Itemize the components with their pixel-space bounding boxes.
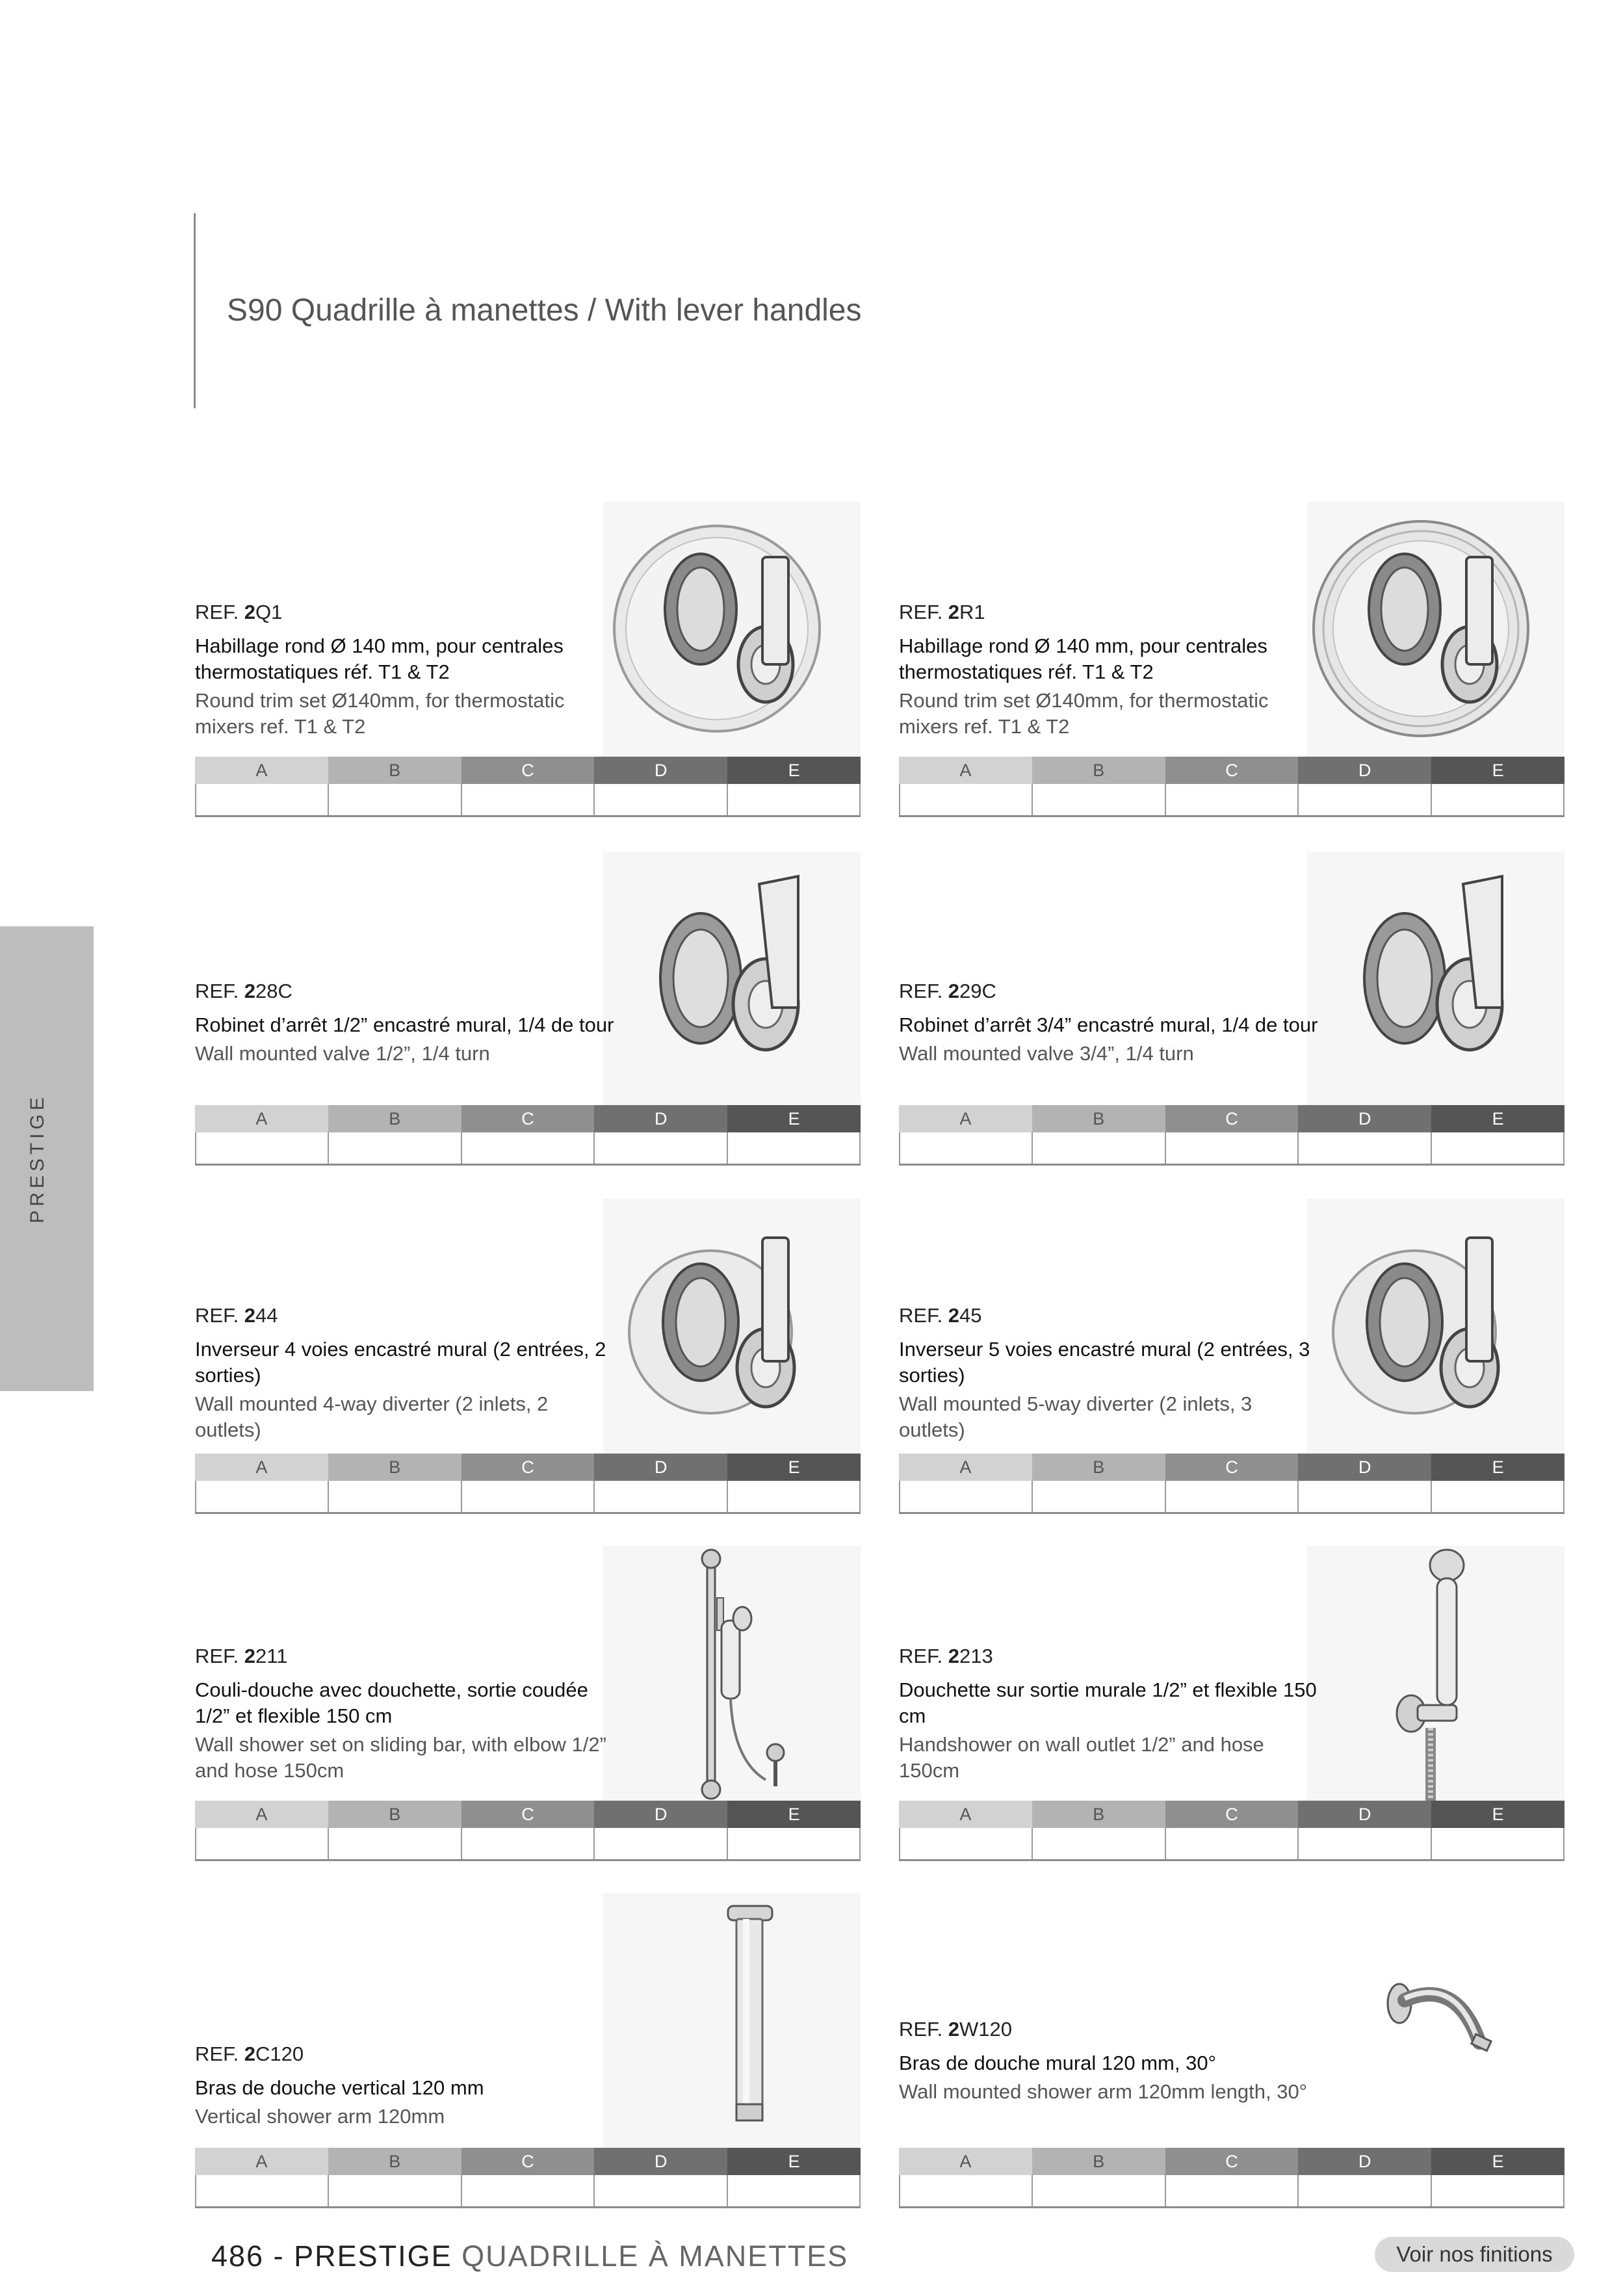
- finish-a-cell[interactable]: [900, 1828, 1033, 1859]
- finish-a-label: A: [899, 2148, 1032, 2175]
- product-description-fr: Douchette sur sortie murale 1/2” et flexible 150 cm: [899, 1678, 1317, 1727]
- finish-e-cell[interactable]: [1432, 1828, 1565, 1859]
- finish-b-cell[interactable]: [1033, 1828, 1165, 1859]
- product-2q1: [195, 502, 861, 814]
- finish-e-cell[interactable]: [728, 1481, 861, 1512]
- finish-a-label: A: [899, 1454, 1032, 1481]
- finish-e-cell[interactable]: [728, 1828, 861, 1859]
- finish-d-label: D: [594, 757, 727, 784]
- finish-d-cell[interactable]: [595, 1481, 727, 1512]
- finish-b-cell[interactable]: [1033, 1481, 1165, 1512]
- product-text: [899, 2016, 1321, 2105]
- finish-b-label: B: [328, 1454, 461, 1481]
- product-ref: REF. 2R1: [899, 601, 985, 623]
- finish-a-label: A: [195, 1801, 328, 1828]
- title-rule: [194, 213, 196, 408]
- product-244: [195, 1199, 861, 1511]
- product-ref: REF. 2C120: [195, 2042, 304, 2065]
- finish-c-cell[interactable]: [1166, 2175, 1299, 2206]
- finish-d-label: D: [1298, 757, 1431, 784]
- product-229c: [899, 852, 1565, 1164]
- product-description-fr: Robinet d’arrêt 1/2” encastré mural, 1/4 de tour: [195, 1013, 614, 1036]
- finish-d-cell[interactable]: [595, 784, 727, 815]
- finish-c-cell[interactable]: [462, 784, 595, 815]
- product-image: [1307, 852, 1565, 1105]
- finish-c-label: C: [461, 1801, 595, 1828]
- product-text: [195, 1643, 617, 1784]
- product-2213: [899, 1546, 1565, 1858]
- finish-d-cell[interactable]: [595, 2175, 727, 2206]
- product-image: [603, 502, 861, 757]
- product-description-en: Wall shower set on sliding bar, with elbow 1/2” and hose 150cm: [195, 1733, 606, 1782]
- product-description-fr: Robinet d’arrêt 3/4” encastré mural, 1/4 de tour: [899, 1013, 1318, 1036]
- finish-b-label: B: [328, 1105, 461, 1132]
- finish-a-cell[interactable]: [196, 1132, 329, 1164]
- finish-table: [899, 1454, 1565, 1514]
- finish-c-cell[interactable]: [1166, 784, 1299, 815]
- finish-a-label: A: [195, 2148, 328, 2175]
- finish-d-cell[interactable]: [1299, 1828, 1431, 1859]
- finish-e-label: E: [1431, 1105, 1565, 1132]
- product-description-en: Round trim set Ø140mm, for thermostatic mixers ref. T1 & T2: [899, 689, 1269, 738]
- finish-e-label: E: [1431, 1454, 1565, 1481]
- finish-a-label: A: [195, 757, 328, 784]
- finish-e-cell[interactable]: [728, 784, 861, 815]
- finish-c-cell[interactable]: [1166, 1828, 1299, 1859]
- product-description-fr: Bras de douche vertical 120 mm: [195, 2076, 484, 2099]
- product-description-en: Wall mounted 4-way diverter (2 inlets, 2 outlets): [195, 1392, 549, 1441]
- product-2w120: [899, 1893, 1565, 2205]
- product-ref: REF. 245: [899, 1304, 982, 1327]
- product-description-fr: Couli-douche avec douchette, sortie coudée 1/2” et flexible 150 cm: [195, 1678, 588, 1727]
- finish-c-cell[interactable]: [462, 2175, 595, 2206]
- finish-table: [195, 2148, 861, 2208]
- finish-c-label: C: [1165, 1801, 1299, 1828]
- product-image: [1307, 502, 1565, 757]
- finish-c-label: C: [461, 2148, 595, 2175]
- finish-d-label: D: [594, 2148, 727, 2175]
- product-description-en: Round trim set Ø140mm, for thermostatic mixers ref. T1 & T2: [195, 689, 565, 738]
- finish-b-label: B: [1032, 1105, 1165, 1132]
- product-ref: REF. 2213: [899, 1645, 993, 1667]
- finish-a-label: A: [899, 757, 1032, 784]
- finish-d-cell[interactable]: [1299, 2175, 1431, 2206]
- product-image: [603, 1199, 861, 1454]
- finish-a-label: A: [195, 1105, 328, 1132]
- product-text: [899, 1303, 1321, 1443]
- finish-d-label: D: [594, 1454, 727, 1481]
- finish-e-cell[interactable]: [1432, 784, 1565, 815]
- finish-a-cell[interactable]: [196, 784, 329, 815]
- product-description-en: Vertical shower arm 120mm: [195, 2105, 445, 2128]
- finish-e-cell[interactable]: [728, 1132, 861, 1164]
- finish-b-cell[interactable]: [1033, 784, 1165, 815]
- finish-b-label: B: [1032, 2148, 1165, 2175]
- product-ref: REF. 2211: [195, 1645, 288, 1667]
- finish-b-cell[interactable]: [329, 1481, 461, 1512]
- finish-c-cell[interactable]: [462, 1481, 595, 1512]
- finish-b-label: B: [328, 757, 461, 784]
- page-footer: [211, 2239, 848, 2273]
- finish-e-label: E: [727, 757, 861, 784]
- finish-e-label: E: [727, 1454, 861, 1481]
- finish-c-label: C: [461, 1454, 595, 1481]
- finish-table: [195, 757, 861, 817]
- product-text: [195, 599, 617, 740]
- voir-finitions-button[interactable]: Voir nos finitions: [1375, 2237, 1574, 2272]
- product-2c120: [195, 1893, 861, 2205]
- finish-c-label: C: [1165, 1454, 1299, 1481]
- product-ref: REF. 2Q1: [195, 601, 283, 623]
- product-image: [603, 1893, 861, 2148]
- product-description-fr: Bras de douche mural 120 mm, 30°: [899, 2052, 1216, 2074]
- finish-d-label: D: [1298, 2148, 1431, 2175]
- product-description-fr: Habillage rond Ø 140 mm, pour centrales thermostatiques réf. T1 & T2: [195, 634, 564, 683]
- finish-c-label: C: [1165, 2148, 1299, 2175]
- product-ref: REF. 2W120: [899, 2018, 1013, 2041]
- product-description-en: Wall mounted valve 1/2”, 1/4 turn: [195, 1042, 490, 1065]
- product-ref: REF. 229C: [899, 980, 996, 1002]
- product-image: [603, 852, 861, 1105]
- finish-b-cell[interactable]: [329, 2175, 461, 2206]
- page-number: 486: [211, 2239, 265, 2273]
- finish-table: [195, 1801, 861, 1861]
- finish-c-label: C: [1165, 1105, 1299, 1132]
- page-title: S90 Quadrille à manettes / With lever handles: [227, 293, 862, 328]
- finish-d-cell[interactable]: [595, 1132, 727, 1164]
- footer-subsection: QUADRILLE À MANETTES: [461, 2239, 849, 2273]
- product-2r1: [899, 502, 1565, 814]
- finish-b-cell[interactable]: [1033, 2175, 1165, 2206]
- finish-e-cell[interactable]: [1432, 1132, 1565, 1164]
- finish-c-label: C: [1165, 757, 1299, 784]
- finish-a-cell[interactable]: [900, 1132, 1033, 1164]
- product-2211: [195, 1546, 861, 1858]
- finish-a-label: A: [899, 1801, 1032, 1828]
- finish-d-cell[interactable]: [1299, 784, 1431, 815]
- finish-d-label: D: [1298, 1454, 1431, 1481]
- finish-a-cell[interactable]: [900, 784, 1033, 815]
- finish-table: [899, 1801, 1565, 1861]
- finish-d-cell[interactable]: [1299, 1132, 1431, 1164]
- finish-e-cell[interactable]: [1432, 1481, 1565, 1512]
- finish-c-cell[interactable]: [1166, 1481, 1299, 1512]
- product-description-en: Wall mounted valve 3/4”, 1/4 turn: [899, 1042, 1194, 1065]
- product-description-fr: Inverseur 4 voies encastré mural (2 entrées, 2 sorties): [195, 1338, 606, 1387]
- finish-e-label: E: [1431, 757, 1565, 784]
- finish-a-cell[interactable]: [196, 2175, 329, 2206]
- product-description-en: Wall mounted shower arm 120mm length, 30°: [899, 2080, 1308, 2103]
- product-image: [1307, 1546, 1565, 1801]
- finish-e-label: E: [727, 1105, 861, 1132]
- finish-c-label: C: [461, 757, 595, 784]
- footer-section: PRESTIGE: [294, 2239, 452, 2273]
- finish-e-label: E: [727, 2148, 861, 2175]
- product-text: [899, 599, 1321, 740]
- finish-a-cell[interactable]: [196, 1481, 329, 1512]
- finish-d-label: D: [594, 1105, 727, 1132]
- product-ref: REF. 244: [195, 1304, 278, 1327]
- product-image: [1307, 1893, 1565, 2148]
- finish-table: [195, 1105, 861, 1166]
- finish-e-cell[interactable]: [1432, 2175, 1565, 2206]
- product-245: [899, 1199, 1565, 1511]
- finish-table: [899, 2148, 1565, 2208]
- product-description-en: Wall mounted 5-way diverter (2 inlets, 3 outlets): [899, 1392, 1253, 1441]
- finish-c-cell[interactable]: [1166, 1132, 1299, 1164]
- finish-d-label: D: [594, 1801, 727, 1828]
- finish-b-cell[interactable]: [1033, 1132, 1165, 1164]
- finish-c-cell[interactable]: [462, 1828, 595, 1859]
- finish-c-label: C: [461, 1105, 595, 1132]
- finish-d-label: D: [1298, 1105, 1431, 1132]
- finish-a-label: A: [899, 1105, 1032, 1132]
- side-tab-label: PRESTIGE: [27, 1093, 48, 1223]
- product-image: [1307, 1199, 1565, 1454]
- finish-b-label: B: [1032, 1801, 1165, 1828]
- finish-b-label: B: [328, 1801, 461, 1828]
- finish-b-label: B: [1032, 757, 1165, 784]
- finish-b-label: B: [328, 2148, 461, 2175]
- finish-table: [195, 1454, 861, 1514]
- product-text: [899, 978, 1321, 1067]
- finish-a-cell[interactable]: [196, 1828, 329, 1859]
- finish-b-label: B: [1032, 1454, 1165, 1481]
- finish-e-label: E: [1431, 1801, 1565, 1828]
- product-text: [195, 2041, 617, 2130]
- product-text: [899, 1643, 1321, 1784]
- product-ref: REF. 228C: [195, 980, 292, 1002]
- product-text: [195, 1303, 617, 1443]
- product-description-en: Handshower on wall outlet 1/2” and hose 150cm: [899, 1733, 1264, 1782]
- finish-d-cell[interactable]: [1299, 1481, 1431, 1512]
- finish-c-cell[interactable]: [462, 1132, 595, 1164]
- finish-b-cell[interactable]: [329, 784, 461, 815]
- finish-d-cell[interactable]: [595, 1828, 727, 1859]
- finish-e-label: E: [1431, 2148, 1565, 2175]
- product-image: [603, 1546, 861, 1801]
- finish-a-label: A: [195, 1454, 328, 1481]
- finish-e-cell[interactable]: [728, 2175, 861, 2206]
- product-text: [195, 978, 617, 1067]
- finish-a-cell[interactable]: [900, 1481, 1033, 1512]
- finish-table: [899, 757, 1565, 817]
- product-228c: [195, 852, 861, 1164]
- footer-separator: -: [264, 2239, 294, 2273]
- product-description-fr: Inverseur 5 voies encastré mural (2 entrées, 3 sorties): [899, 1338, 1310, 1387]
- finish-e-label: E: [727, 1801, 861, 1828]
- finish-a-cell[interactable]: [900, 2175, 1033, 2206]
- finish-d-label: D: [1298, 1801, 1431, 1828]
- finish-b-cell[interactable]: [329, 1132, 461, 1164]
- finish-table: [899, 1105, 1565, 1166]
- product-description-fr: Habillage rond Ø 140 mm, pour centrales thermostatiques réf. T1 & T2: [899, 634, 1267, 683]
- finish-b-cell[interactable]: [329, 1828, 461, 1859]
